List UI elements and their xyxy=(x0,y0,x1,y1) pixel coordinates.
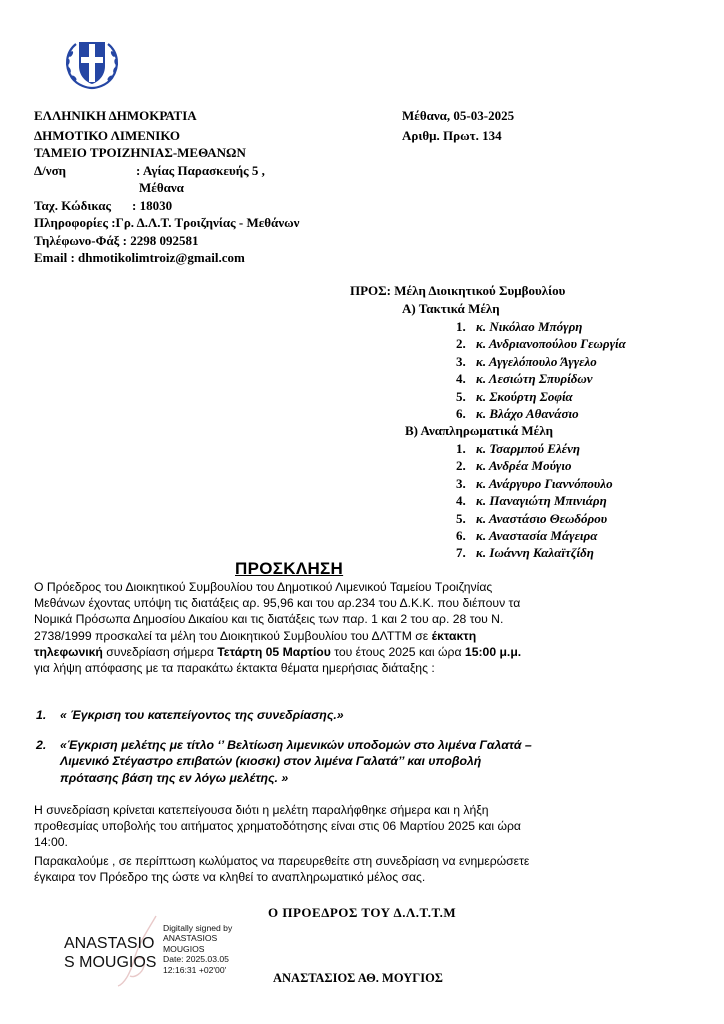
address-city: Μέθανα xyxy=(139,180,184,195)
list-item: 3. κ. Αγγελόπουλο Άγγελο xyxy=(456,353,597,369)
list-item: 2. κ. Ανδρέα Μούγιο xyxy=(456,458,572,474)
digital-signature-details: Digitally signed by ANASTASIOS MOUGIOS Date: 2025.03.05 12:16:31 +02'00' xyxy=(163,923,233,975)
list-item: 2. κ. Ανδριανοπούλου Γεωργία xyxy=(456,336,626,352)
alternate-members-heading: Β) Αναπληρωματικά Μέλη xyxy=(405,423,553,438)
intro-paragraph xyxy=(34,579,521,676)
postal-code-label: Ταχ. Κώδικας xyxy=(34,198,111,213)
list-item: 5. κ. Σκούρτη Σοφία xyxy=(456,388,573,404)
email-line: Email : dhmotikolimtroiz@gmail.com xyxy=(34,250,245,265)
text-line: Νομικά Πρόσωπα Δημοσίου Δικαίου και τις διατάξεις των παρ. 1 και 2 του αρ. 28 του Ν. xyxy=(34,612,504,627)
regular-members-list xyxy=(456,318,626,422)
signer-name: ΑΝΑΣΤΑΣΙΟΣ ΑΘ. ΜΟΥΓΙΟΣ xyxy=(273,971,443,985)
urgency-paragraph: Η συνεδρίαση κρίνεται κατεπείγουσα διότι η μελέτη παραλήφθηκε σήμερα και η λήξη προθεσμίας υποβολής του αιτήματος χρηματοδότησης είναι στις 06 Μαρτίου 2025 και ώρα 14:00. xyxy=(34,803,521,850)
date-line: Μέθανα, 05-03-2025 xyxy=(402,108,515,123)
alternate-members-list xyxy=(456,440,613,562)
list-item: 1. κ. Τσαρμπού Ελένη xyxy=(456,441,580,456)
phone-fax-line: Τηλέφωνο-Φάξ : 2298 092581 xyxy=(34,233,199,248)
regular-members-heading: Α) Τακτικά Μέλη xyxy=(402,301,500,316)
to-line: ΠΡΟΣ: Μέλη Διοικητικού Συμβουλίου xyxy=(350,283,566,298)
closing-paragraph: Παρακαλούμε , σε περίπτωση κωλύματος να παρευρεθείτε στη συνεδρίαση να ενημερώσετε έγκαιρα τον Πρόεδρο της ώστε να κληθεί το αναπληρωματικό μέλος σας. xyxy=(34,854,530,885)
protocol-number: Αριθμ. Πρωτ. 134 xyxy=(402,128,502,143)
list-item: 6. κ. Αναστασία Μάγειρα xyxy=(456,528,598,544)
text-line: Ο Πρόεδρος του Διοικητικού Συμβουλίου του Δημοτικού Λιμενικού Ταμείου Τροιζηνίας xyxy=(34,580,493,594)
agenda-item-number: 1. xyxy=(36,708,47,722)
text-line: τηλεφωνική συνεδρίαση σήμερα Τετάρτη 05 Μαρτίου του έτους 2025 και ώρα 15:00 μ.μ. xyxy=(34,644,522,659)
address-value: : Αγίας Παρασκευής 5 , xyxy=(136,163,265,178)
organization-name: ΔΗΜΟΤΙΚΟ ΛΙΜΕΝΙΚΟ xyxy=(34,128,181,143)
signatory-role: Ο ΠΡΟΕΔΡΟΣ ΤΟΥ Δ.Λ.Τ.Τ.Μ xyxy=(268,905,457,920)
list-item: 5. κ. Αναστάσιο Θεωδόρου xyxy=(456,510,608,526)
postal-code-value: : 18030 xyxy=(132,198,173,213)
agenda-item: « Έγκριση του κατεπείγοντος της συνεδρίασης.» xyxy=(60,708,344,722)
greek-coat-of-arms-emblem xyxy=(62,36,122,90)
text-line: 2738/1999 προσκαλεί τα μέλη του Διοικητικού Συμβουλίου του ΔΛΤΤΜ σε έκτακτη xyxy=(34,628,477,643)
organization-name-line2: ΤΑΜΕΙΟ ΤΡΟΙΖΗΝΙΑΣ-ΜΕΘΑΝΩΝ xyxy=(34,145,246,160)
list-item: 7. κ. Ιωάννη Καλαϊτζίδη xyxy=(456,545,594,561)
list-item: 3. κ. Ανάργυρο Γιαννόπουλο xyxy=(456,475,613,491)
list-item: 4. κ. Λεσιώτη Σπυρίδων xyxy=(456,371,593,387)
info-line: Πληροφορίες :Γρ. Δ.Λ.Τ. Τροιζηνίας - Μεθάνων xyxy=(34,215,300,230)
country-name: ΕΛΛΗΝΙΚΗ ΔΗΜΟΚΡΑΤΙΑ xyxy=(34,108,197,123)
agenda-item: «Έγκριση μελέτης με τίτλο ‘’ Βελτίωση λιμενικών υποδομών στο λιμένα Γαλατά – Λιμενικό Στέγαστρο επιβατών (κιοσκι) στον λιμένα Γαλατά’’ και υποβολή πρότασης βάση της εν λόγω μελέτης. » xyxy=(60,738,532,785)
document-title: ΠΡΟΣΚΛΗΣΗ xyxy=(235,559,344,578)
text-line: Μεθάνων έχοντας υπόψη τις διατάξεις αρ. 95,96 και του αρ.234 του Δ.Κ.Κ. που διέπουν τα xyxy=(34,596,521,611)
list-item: 4. κ. Παναγιώτη Μπινιάρη xyxy=(456,493,607,509)
agenda-item-number: 2. xyxy=(36,738,47,752)
list-item: 1. κ. Νικόλαο Μπόγρη xyxy=(456,319,583,334)
address-label: Δ/νση xyxy=(34,163,67,178)
text-line: για λήψη απόφασης με τα παρακάτω έκτακτα θέματα ημερήσιας διάταξης : xyxy=(34,661,435,676)
list-item: 6. κ. Βλάχο Αθανάσιο xyxy=(456,406,579,422)
digital-signature-name: ANASTASIO S MOUGIOS xyxy=(64,935,157,971)
